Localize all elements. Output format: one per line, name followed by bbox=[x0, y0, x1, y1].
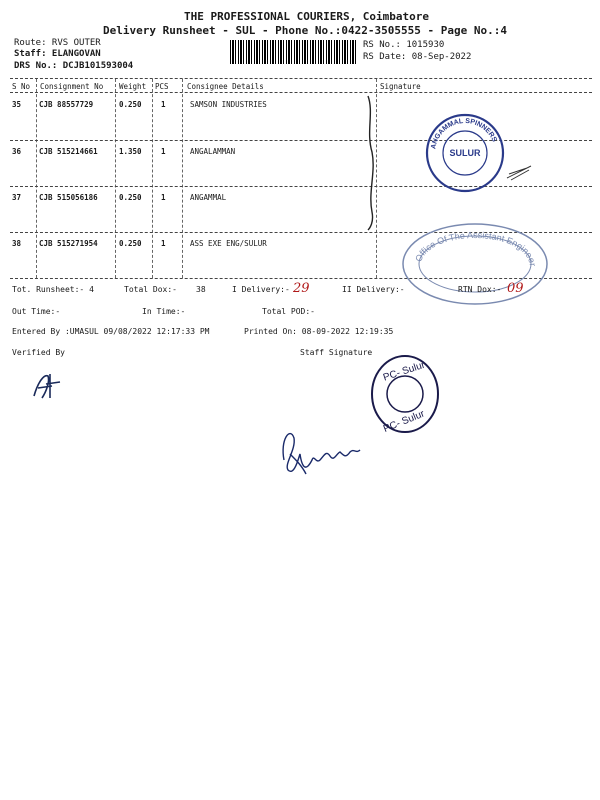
row-consignee: ANGAMMAL bbox=[190, 193, 227, 202]
pc-sulur-bottom-text: PC- Sulur bbox=[381, 408, 427, 435]
col-weight: Weight bbox=[119, 82, 147, 91]
table-top-rule bbox=[10, 78, 592, 79]
col-pcs: PCS bbox=[155, 82, 169, 91]
row-pcs: 1 bbox=[161, 193, 166, 202]
verified-by: Verified By bbox=[12, 348, 65, 357]
rtn-dox-label: RTN Dox:- bbox=[458, 285, 502, 294]
col-consignment: Consignment No bbox=[40, 82, 104, 91]
row-consignee: ANGALAMMAN bbox=[190, 147, 236, 156]
i-delivery-label: I Delivery:- bbox=[232, 285, 290, 294]
staff-signature-label: Staff Signature bbox=[300, 348, 373, 357]
col-separator bbox=[115, 79, 116, 278]
col-separator bbox=[36, 79, 37, 278]
row-consignment: CJB 515214661 bbox=[39, 147, 98, 156]
total-dox-value: 38 bbox=[196, 285, 206, 294]
col-consignee: Consignee Details bbox=[187, 82, 264, 91]
col-separator bbox=[152, 79, 153, 278]
row-weight: 1.350 bbox=[119, 147, 142, 156]
pc-sulur-top-text: PC- Sulur bbox=[381, 359, 427, 384]
pc-sulur-stamp bbox=[368, 352, 442, 436]
col-separator bbox=[182, 79, 183, 278]
row-pcs: 1 bbox=[161, 100, 166, 109]
row-weight: 0.250 bbox=[119, 193, 142, 202]
out-time: Out Time:- bbox=[12, 307, 61, 316]
i-delivery-handwritten: 29 bbox=[293, 281, 310, 296]
ii-delivery-label: II Delivery:- bbox=[342, 285, 405, 294]
stamp-center-text: SULUR bbox=[449, 148, 481, 158]
row-sno: 38 bbox=[12, 239, 22, 248]
drs-number: DRS No.: DCJB101593004 bbox=[14, 61, 134, 71]
row-pcs: 1 bbox=[161, 147, 166, 156]
row-sno: 37 bbox=[12, 193, 22, 202]
runsheet-subtitle: Delivery Runsheet - SUL - Phone No.:0422-3505555 - Page No.:4 bbox=[103, 24, 507, 37]
signature-scribble bbox=[362, 92, 382, 232]
col-sno: S No bbox=[12, 82, 31, 91]
company-title: THE PROFESSIONAL COURIERS, Coimbatore bbox=[184, 10, 430, 23]
col-signature: Signature bbox=[380, 82, 421, 91]
barcode-image bbox=[230, 40, 358, 64]
row-consignee: ASS EXE ENG/SULUR bbox=[190, 239, 267, 248]
tot-runsheet: Tot. Runsheet:- 4 bbox=[12, 285, 94, 294]
row-pcs: 1 bbox=[161, 239, 166, 248]
row-sno: 36 bbox=[12, 147, 22, 156]
entered-by: Entered By :UMASUL 09/08/2022 12:17:33 PM bbox=[12, 327, 210, 336]
row-weight: 0.250 bbox=[119, 239, 142, 248]
table-header-rule bbox=[10, 92, 592, 93]
row-consignment: CJB 515271954 bbox=[39, 239, 98, 248]
pen-mark bbox=[505, 162, 535, 182]
total-dox-label: Total Dox:- bbox=[124, 285, 177, 294]
total-pod: Total POD:- bbox=[262, 307, 315, 316]
in-time: In Time:- bbox=[142, 307, 186, 316]
row-sno: 35 bbox=[12, 100, 22, 109]
rs-date: RS Date: 08-Sep-2022 bbox=[363, 52, 472, 62]
printed-on: Printed On: 08-09-2022 12:19:35 bbox=[244, 327, 394, 336]
office-stamp-text: Office Of The Assistant Engineer bbox=[413, 229, 538, 267]
rs-number: RS No.: 1015930 bbox=[363, 40, 445, 50]
route-text: Route: RVS OUTER bbox=[14, 38, 101, 48]
row-consignee: SAMSON INDUSTRIES bbox=[190, 100, 267, 109]
stamp-arc-text: ANGAMMAL SPINNERS bbox=[430, 117, 498, 150]
angammal-stamp bbox=[424, 112, 506, 194]
staff-text: Staff: ELANGOVAN bbox=[14, 49, 101, 59]
rtn-dox-handwritten: 09 bbox=[507, 281, 524, 296]
row-consignment: CJB 515056186 bbox=[39, 193, 98, 202]
staff-signature-scribble bbox=[276, 420, 376, 482]
verifier-initials bbox=[28, 368, 64, 402]
row-consignment: CJB 88557729 bbox=[39, 100, 94, 109]
row-weight: 0.250 bbox=[119, 100, 142, 109]
